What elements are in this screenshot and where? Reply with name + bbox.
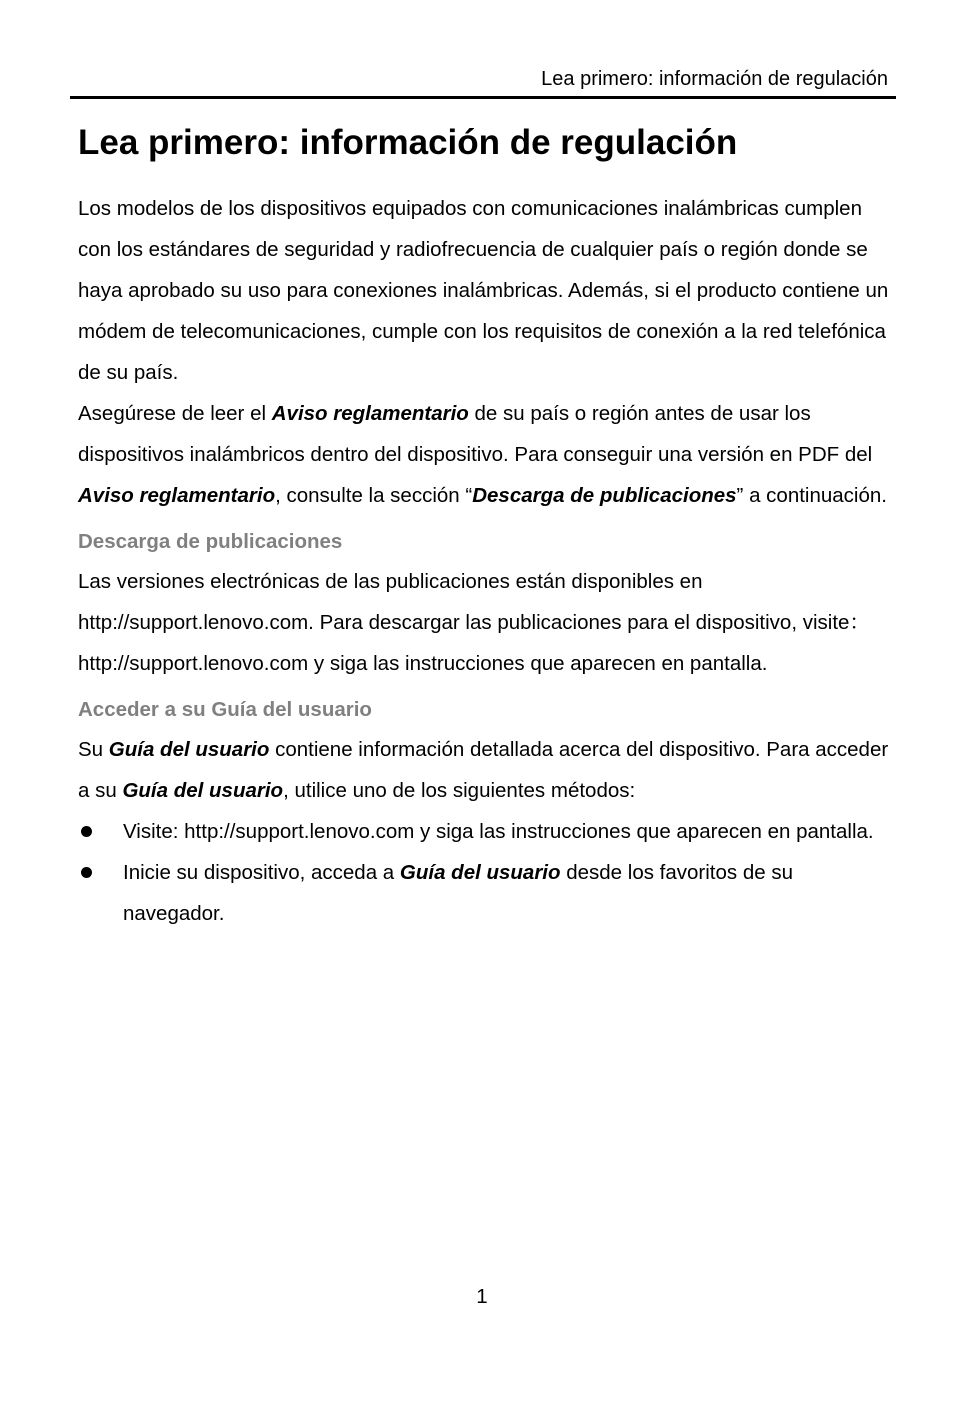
header-divider (70, 96, 896, 99)
list-item (78, 852, 898, 934)
user-guide-paragraph (78, 729, 898, 811)
text-run: de su país o región antes de usar los dispositivos inalámbricos dentro del dispositivo. Para conseguir una versión en PDF del (78, 402, 873, 466)
bullet-icon (81, 867, 92, 878)
text-run: Asegúrese de leer el (78, 402, 272, 425)
emphasis-guia-usuario: Guía del usuario (399, 861, 561, 884)
text-run: Inicie su dispositivo, acceda a (123, 861, 400, 884)
intro-paragraph: Los modelos de los dispositivos equipados con comunicaciones inalámbricas cumplen con los estándares de seguridad y radiofrecuencia de cualquier país o región donde se haya aprobado su uso para conexiones inalámbricas. Además, si el producto contiene un módem de telecomunicaciones, cumple con los requisitos de conexión a la red telefónica de su país. (78, 197, 889, 384)
section-heading-user-guide: Acceder a su Guía del usuario (78, 698, 372, 721)
text-run: , utilice uno de los siguientes métodos: (283, 779, 636, 802)
running-header: Lea primero: información de regulación (541, 68, 888, 90)
downloads-paragraph: Las versiones electrónicas de las publicaciones están disponibles en http://support.lenovo.com. Para descargar las publicaciones para el dispositivo, visite：http://support.lenovo.com y siga las instrucciones que aparecen en pantalla. (78, 570, 870, 675)
section-heading-downloads: Descarga de publicaciones (78, 530, 343, 553)
regulatory-notice-paragraph (78, 393, 898, 516)
emphasis-aviso-reglamentario: Aviso reglamentario (271, 402, 469, 425)
emphasis-guia-usuario: Guía del usuario (108, 738, 270, 761)
text-run: ” a continuación. (736, 484, 887, 507)
emphasis-guia-usuario: Guía del usuario (122, 779, 284, 802)
text-run: Su (78, 738, 109, 761)
methods-list (78, 811, 898, 934)
list-item-text: Visite: http://support.lenovo.com y siga las instrucciones que aparecen en pantalla. (123, 820, 874, 843)
text-run: desde los favoritos de su navegador. (123, 861, 793, 925)
page-title: Lea primero: información de regulación (78, 123, 738, 162)
list-item (78, 811, 898, 852)
text-run: contiene información detallada acerca del dispositivo. Para acceder a su (78, 738, 889, 802)
page-content (78, 118, 898, 934)
emphasis-descarga-publicaciones: Descarga de publicaciones (472, 484, 737, 507)
emphasis-aviso-reglamentario: Aviso reglamentario (78, 484, 276, 507)
page-number: 1 (476, 1285, 488, 1308)
bullet-icon (81, 826, 92, 837)
text-run: , consulte la sección “ (275, 484, 473, 507)
